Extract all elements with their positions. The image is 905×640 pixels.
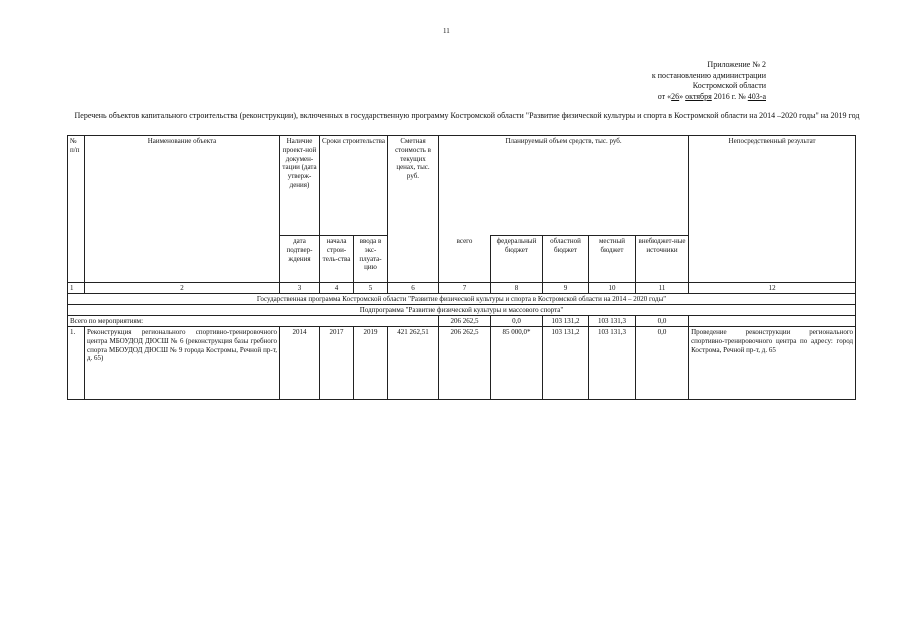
date-mid: » [679, 91, 686, 101]
total-extra: 0,0 [636, 316, 689, 327]
page-number: 11 [443, 27, 450, 35]
col-index: 1 [68, 283, 85, 294]
header-terms: Сроки строительства [320, 136, 388, 236]
date-prefix: от « [657, 91, 672, 101]
header-name: Наименование объекта [85, 136, 280, 283]
total-sum: 206 262,5 [439, 316, 491, 327]
object-federal: 85 000,0* [491, 327, 543, 400]
total-regional: 103 131,2 [543, 316, 589, 327]
object-approval-date: 2014 [280, 327, 320, 400]
subprogram-row [68, 305, 856, 316]
col-index: 6 [388, 283, 439, 294]
col-index: 3 [280, 283, 320, 294]
object-estimate: 421 262,51 [388, 327, 439, 400]
header-start: начала строи-тель-ства [320, 236, 354, 283]
col-index: 8 [491, 283, 543, 294]
object-total: 206 262,5 [439, 327, 491, 400]
program-title: Государственная программа Костромской области "Развитие физической культуры и спорта в Костромской области на 2014 – 2020 годы" [68, 294, 856, 305]
col-index: 12 [689, 283, 856, 294]
header-result: Непосредственный результат [689, 136, 856, 283]
header-total: всего [439, 236, 491, 283]
date-day: 26 [671, 91, 680, 101]
subprogram-title: Подпрограмма "Развитие физической культуры и массового спорта" [68, 305, 856, 316]
total-row [68, 316, 856, 327]
appendix-line-resolution: к постановлению администрации [651, 70, 766, 80]
object-extra: 0,0 [636, 327, 689, 400]
col-index: 11 [636, 283, 689, 294]
object-name: Реконструкция регионального спортивно-тренировочного центра МБОУДОД ДЮСШ № 6 (реконструкция базы гребного спорта МБОУДОД ДЮСШ № 9 города Костромы, Речной пр-т, д. 65) [85, 327, 280, 400]
header-num: № п/п [68, 136, 85, 283]
header-federal: федеральный бюджет [491, 236, 543, 283]
date-year: 2016 г. № [711, 91, 748, 101]
object-start: 2017 [320, 327, 354, 400]
col-index: 4 [320, 283, 354, 294]
col-index: 10 [589, 283, 636, 294]
header-regional: областной бюджет [543, 236, 589, 283]
object-local: 103 131,3 [589, 327, 636, 400]
appendix-block [610, 60, 766, 102]
object-row [68, 327, 856, 400]
document-title: Перечень объектов капитального строительства (реконструкции), включенных в государственную программу Костромской области "Развитие физической культуры и спорта в Костромской области на 2014 –2020 годы" на 2019 год [74, 111, 860, 120]
appendix-line-region: Костромской области [692, 81, 766, 90]
col-index: 9 [543, 283, 589, 294]
column-index-row [68, 283, 856, 294]
total-local: 103 131,3 [589, 316, 636, 327]
col-index: 5 [354, 283, 388, 294]
object-commission: 2019 [354, 327, 388, 400]
object-regional: 103 131,2 [543, 327, 589, 400]
date-month: октября [685, 91, 712, 101]
appendix-date-line [610, 92, 766, 103]
header-row-main [68, 136, 856, 236]
header-planned: Планируемый объем средств, тыс. руб. [439, 136, 689, 236]
object-num: 1. [68, 327, 85, 400]
objects-table [67, 135, 856, 400]
document-number: 403-а [747, 91, 766, 101]
col-index: 7 [439, 283, 491, 294]
header-commission: ввода в экс-плуата-цию [354, 236, 388, 283]
total-federal: 0,0 [491, 316, 543, 327]
header-extra: внебюджет-ные источники [636, 236, 689, 283]
header-local: местный бюджет [589, 236, 636, 283]
header-estimate: Сметная стоимость в текущих ценах, тыс. руб. [388, 136, 439, 283]
appendix-title: Приложение № 2 [707, 60, 766, 69]
header-approval-date: дата подтвер-ждения [280, 236, 320, 283]
total-result [689, 316, 856, 327]
object-result: Проведение реконструкции регионального спортивно-тренировочного центра по адресу: город Кострома, Речной пр-т, д. 65 [689, 327, 856, 400]
total-label: Всего по мероприятиям: [68, 316, 439, 327]
header-project-docs: Наличие проект-ной докумен-тации (дата утверж-дения) [280, 136, 320, 236]
program-row [68, 294, 856, 305]
col-index: 2 [85, 283, 280, 294]
